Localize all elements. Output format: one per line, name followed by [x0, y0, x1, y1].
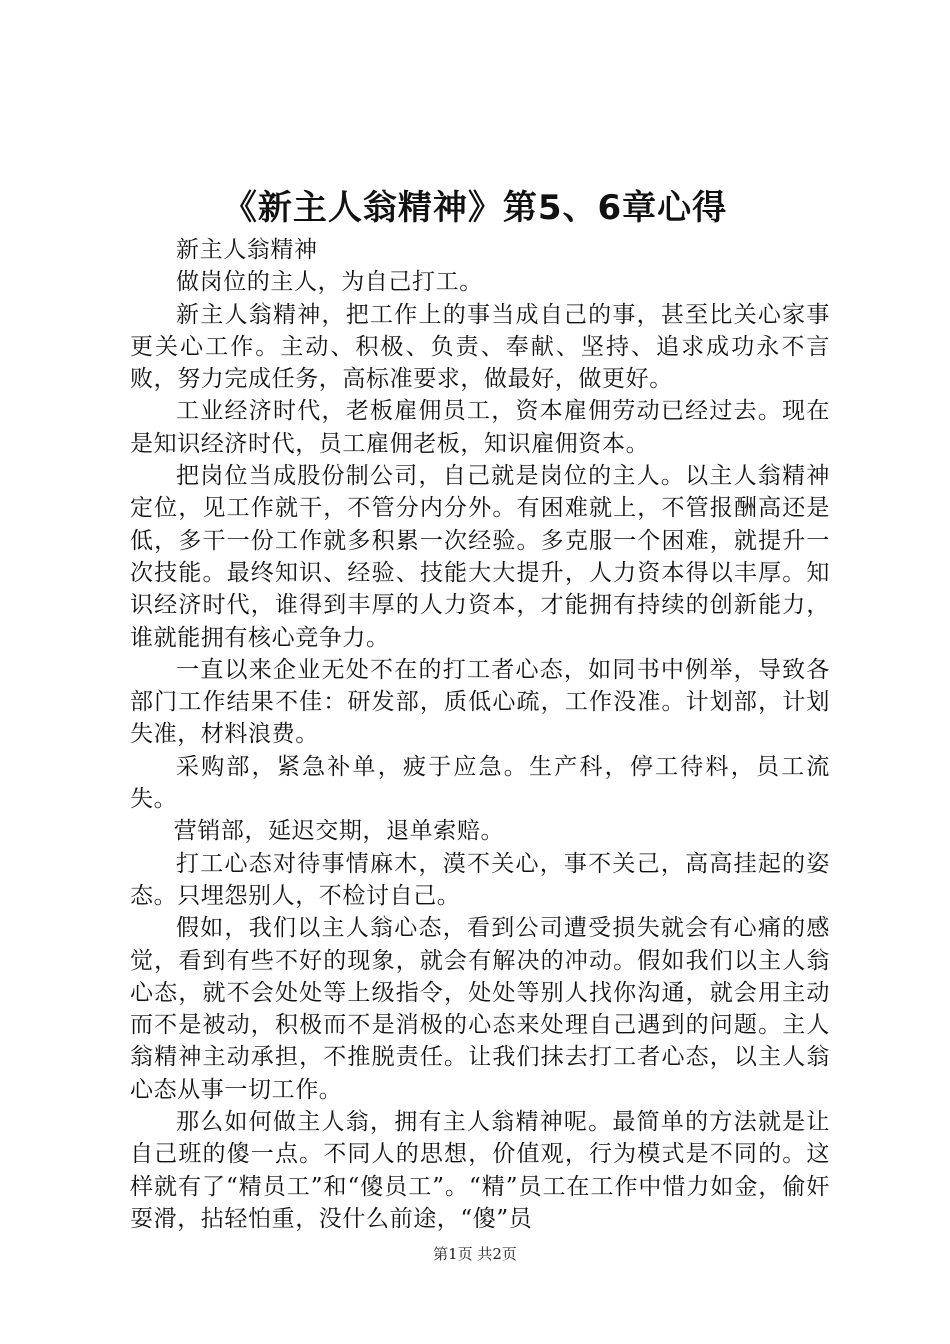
- paragraph: 假如，我们以主人翁心态，看到公司遭受损失就会有心痛的感觉，看到有些不好的现象，就会有解决的冲动。假如我们以主人翁心态，就不会处处等上级指令，处处等别人找你沟通，就会用主动而不是被动，积极而不是消极的心态来处理自己遇到的问题。主人翁精神主动承担，不推脱责任。让我们抹去打工者心态，以主人翁心态从事一切工作。: [130, 915, 830, 1103]
- document-body: [130, 234, 830, 1235]
- paragraph: 把岗位当成股份制公司，自己就是岗位的主人。以主人翁精神定位，见工作就干，不管分内分外。有困难就上，不管报酬高还是低，多干一份工作就多积累一次经验。多克服一个困难，就提升一次技能。最终知识、经验、技能大大提升，人力资本得以丰厚。知识经济时代，谁得到丰厚的人力资本，才能拥有持续的创新能力，谁就能拥有核心竞争力。: [130, 463, 830, 651]
- paragraph: 一直以来企业无处不在的打工者心态，如同书中例举，导致各部门工作结果不佳：研发部，质低心疏，工作没准。计划部，计划失准，材料浪费。: [130, 656, 830, 748]
- paragraph: 营销部，延迟交期，退单索赔。: [173, 818, 505, 845]
- document-title: 《新主人翁精神》第5、6章心得: [222, 188, 728, 228]
- paragraph: 新主人翁精神: [176, 237, 318, 263]
- paragraph: 那么如何做主人翁，拥有主人翁精神呢。最简单的方法就是让自己班的傻一点。不同人的思想，价值观，行为模式是不同的。这样就有了“精员工”和“傻员工”。“精”员工在工作中惜力如金，偷奸耍滑，拈轻怕重，没什么前途，“傻”员: [130, 1109, 830, 1232]
- paragraph: 打工心态对待事情麻木，漠不关心，事不关己，高高挂起的姿态。只埋怨别人，不检讨自己。: [130, 850, 830, 909]
- paragraph: 采购部，紧急补单，疲于应急。生产科，停工待料，员工流失。: [130, 753, 830, 813]
- paragraph: 工业经济时代，老板雇佣员工，资本雇佣劳动已经过去。现在是知识经济时代，员工雇佣老板，知识雇佣资本。: [130, 398, 830, 457]
- paragraph: 做岗位的主人，为自己打工。: [176, 269, 483, 296]
- page-number-footer: 第1页 共2页: [433, 1245, 517, 1263]
- paragraph: 新主人翁精神，把工作上的事当成自己的事，甚至比关心家事更关心工作。主动、积极、负责、奉献、坚持、追求成功永不言败，努力完成任务，高标准要求，做最好，做更好。: [130, 301, 830, 393]
